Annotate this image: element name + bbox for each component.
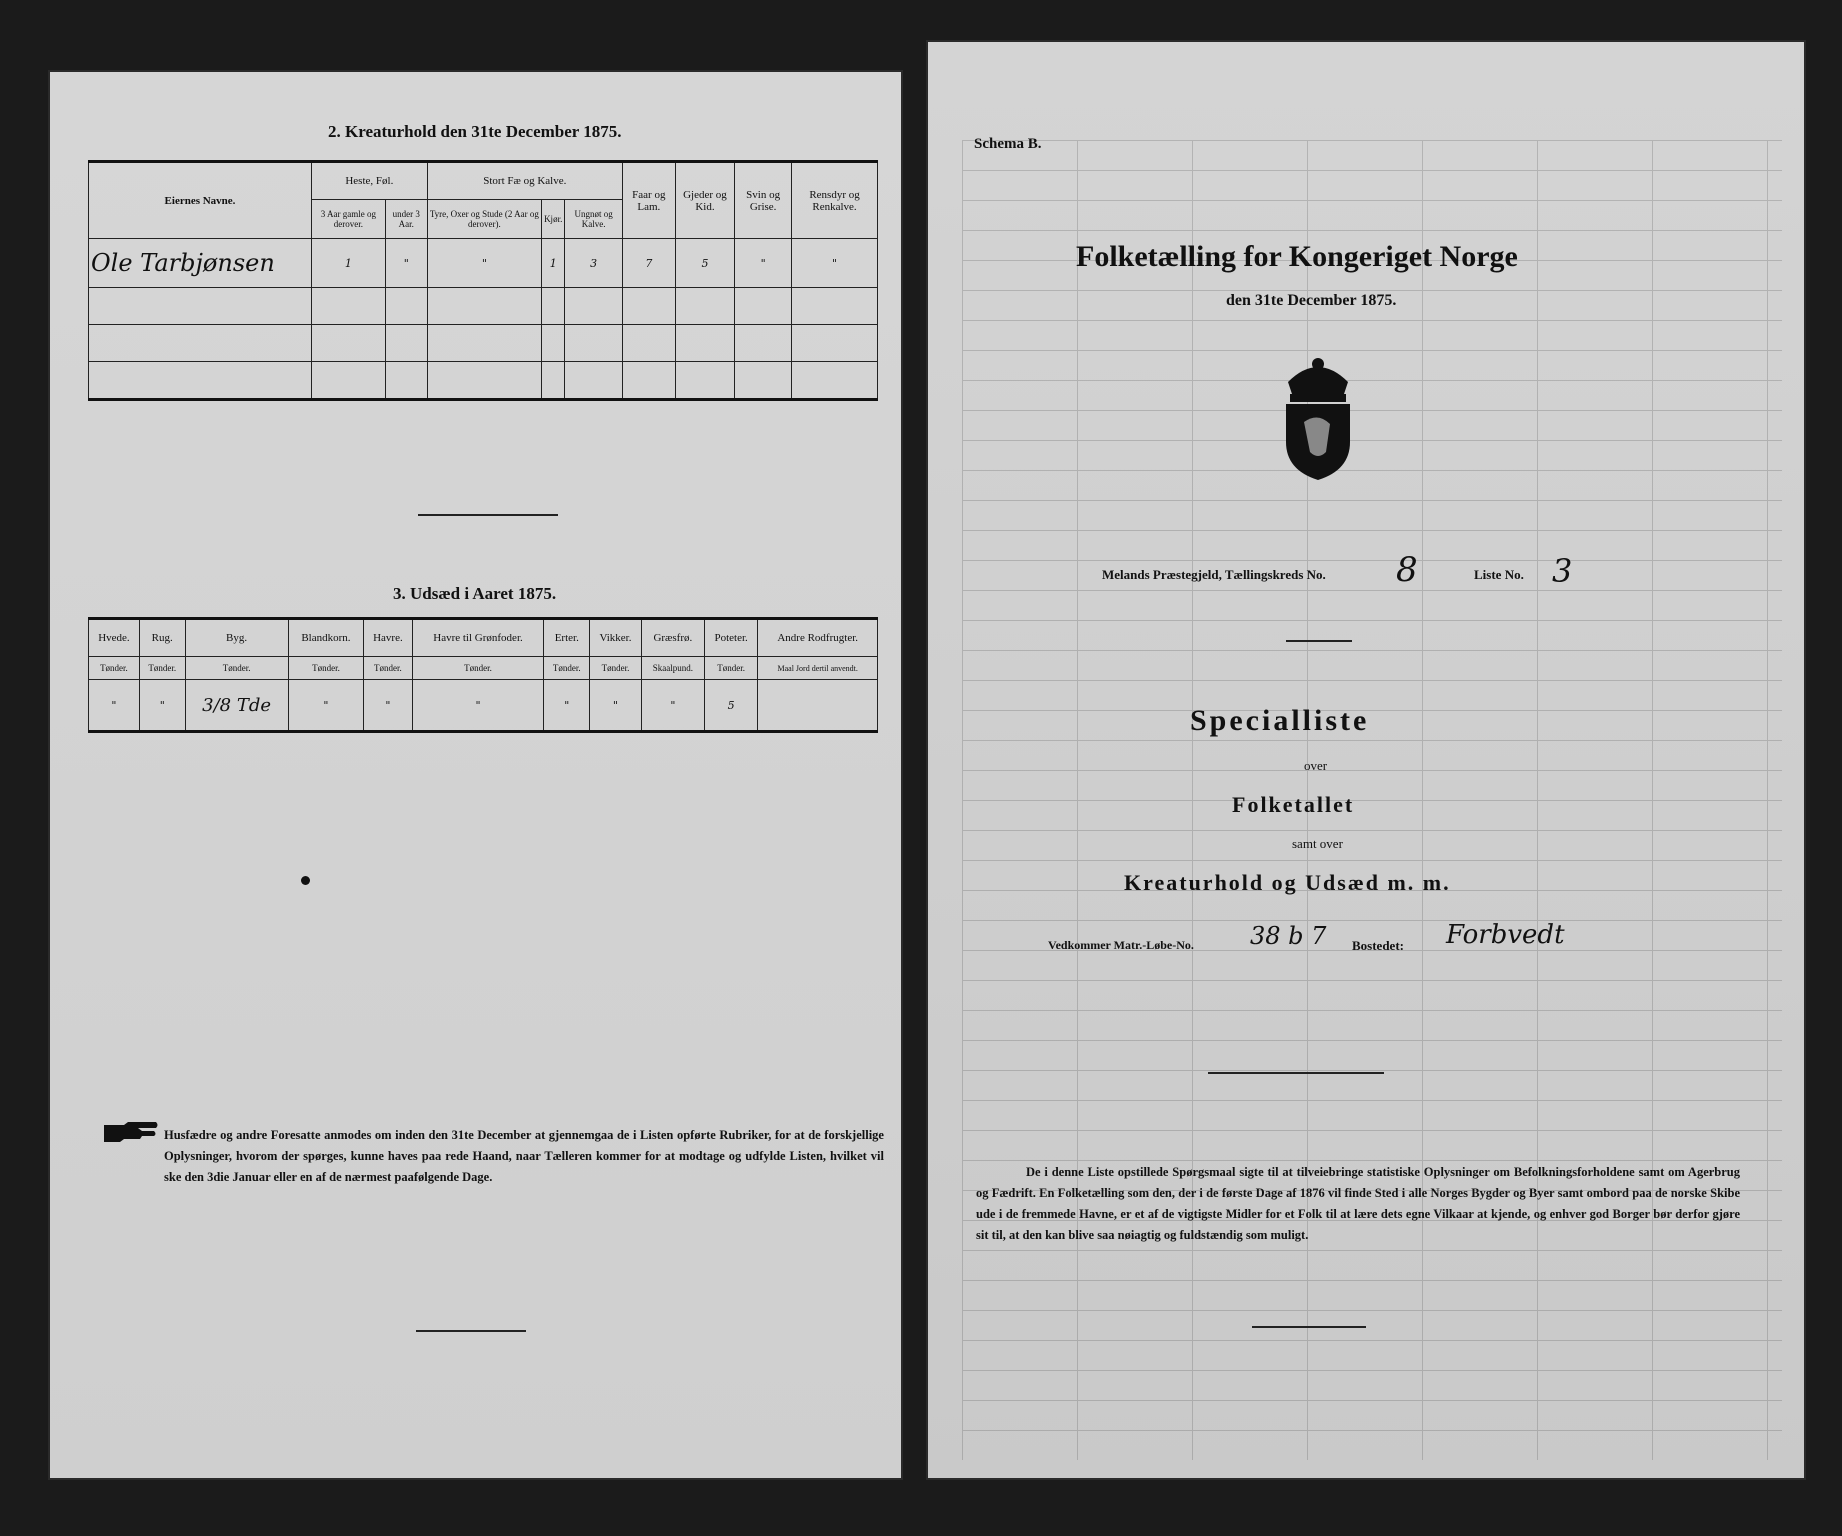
table-row: [89, 325, 878, 362]
seed-value: ": [139, 680, 185, 732]
seed-value: ": [89, 680, 140, 732]
ink-dot: [301, 876, 310, 885]
owner-name-header: Eiernes Navne.: [89, 162, 312, 239]
section3-title: 3. Udsæd i Aaret 1875.: [393, 584, 557, 603]
seed-value: ": [412, 680, 544, 732]
bulls-header: Tyre, Oxer og Stude (2 Aar og derover).: [427, 200, 541, 239]
seed-value: ": [544, 680, 590, 732]
horses-adult-header: 3 Aar gamle og derover.: [312, 200, 386, 239]
list-number: 3: [1552, 552, 1573, 590]
value-cell: ": [427, 239, 541, 288]
bleed-through-grid: [962, 140, 1782, 1460]
seed-value: ": [364, 680, 412, 732]
seed-header: Byg.: [185, 619, 288, 657]
matr-label: Vedkommer Matr.-Løbe-No.: [1048, 938, 1194, 952]
district-label: Melands Præstegjeld, Tællingskreds No.: [1102, 567, 1326, 582]
samt-over-label: samt over: [1292, 836, 1343, 851]
seed-unit: Tønder.: [185, 657, 288, 680]
value-cell: ": [792, 239, 878, 288]
calves-header: Ungnøt og Kalve.: [565, 200, 623, 239]
value-cell: 3: [565, 239, 623, 288]
section2-title: 2. Kreaturhold den 31te December 1875.: [328, 122, 622, 141]
seed-value: ": [590, 680, 642, 732]
seed-header: Erter.: [544, 619, 590, 657]
value-cell: 7: [622, 239, 675, 288]
divider: [1208, 1072, 1384, 1074]
seed-unit: Tønder.: [364, 657, 412, 680]
seed-unit: Tønder.: [288, 657, 364, 680]
seed-unit: Tønder.: [139, 657, 185, 680]
census-title: Folketælling for Kongeriget Norge: [1076, 240, 1518, 273]
seed-unit: Tønder.: [590, 657, 642, 680]
seed-header: Poteter.: [704, 619, 757, 657]
goats-header: Gjeder og Kid.: [675, 162, 735, 239]
folketallet-label: Folketallet: [1232, 792, 1355, 817]
intro-paragraph: De i denne Liste opstillede Spørgsmaal sigte til at tilveiebringe statistiske Oplysninger om Befolkningsforholdene samt om Agerbrug og Fædrift. En Folketælling som den, der i de første Dage af 1876 vil finde Sted i alle Norges Bygder og Byer samt ombord paa de norske Skibe ude i de fremmede Havne, er et af de vigtigste Midler for et Folk til at lære dets egne Vilkaar at kjende, og enhver god Borger bør derfor gjøre sit til, at den kan blive saa nøiagtig og fuldstændig som muligt.: [976, 1165, 1740, 1242]
district-number: 8: [1396, 550, 1418, 590]
divider: [1252, 1326, 1366, 1328]
horses-young-header: under 3 Aar.: [385, 200, 427, 239]
bostedet-label: Bostedet:: [1352, 938, 1404, 953]
seed-header: Havre til Grønfoder.: [412, 619, 544, 657]
seed-unit: Maal Jord dertil anvendt.: [758, 657, 878, 680]
notice-text: Husfædre og andre Foresatte anmodes om inden den 31te December at gjennemgaa de i Listen opførte Rubriker, for at de forskjellige Oplysninger, hvorom der spørges, kunne haves paa rede Haand, naar Tælleren kommer for at modtage og udfylde Listen, hvilket vil ske den 3die Januar eller en af de nærmest paafølgende Dage.: [164, 1128, 884, 1184]
seed-table: [88, 617, 878, 733]
table-row: [89, 362, 878, 400]
seed-header: Vikker.: [590, 619, 642, 657]
divider: [416, 1330, 526, 1332]
owner-name-cell: Ole Tarbjønsen: [89, 239, 312, 288]
value-cell: ": [735, 239, 792, 288]
cattle-group-header: Stort Fæ og Kalve.: [427, 162, 622, 200]
cows-header: Kjør.: [542, 200, 565, 239]
right-page: [926, 40, 1806, 1480]
matr-value: 38 b 7: [1250, 922, 1327, 950]
seed-header: Andre Rodfrugter.: [758, 619, 878, 657]
seed-unit: Tønder.: [544, 657, 590, 680]
pigs-header: Svin og Grise.: [735, 162, 792, 239]
seed-header: Havre.: [364, 619, 412, 657]
seed-unit: Skaalpund.: [641, 657, 704, 680]
seed-unit: Tønder.: [704, 657, 757, 680]
divider: [418, 514, 558, 516]
seed-unit: Tønder.: [89, 657, 140, 680]
seed-value: [758, 680, 878, 732]
value-cell: 1: [312, 239, 386, 288]
pointing-hand-icon: [102, 1120, 160, 1144]
seed-header: Blandkorn.: [288, 619, 364, 657]
value-cell: 1: [542, 239, 565, 288]
specialliste-heading: Specialliste: [1190, 704, 1370, 737]
left-page: [48, 70, 903, 1480]
over-label: over: [1304, 758, 1328, 773]
coat-of-arms-icon: [1268, 352, 1368, 482]
livestock-table: [88, 160, 878, 401]
seed-value: 3/8 Tde: [185, 680, 288, 732]
schema-label: Schema B.: [974, 136, 1042, 152]
divider: [1286, 640, 1352, 642]
seed-value: ": [641, 680, 704, 732]
seed-value: 5: [704, 680, 757, 732]
table-row: [89, 288, 878, 325]
seed-header: Rug.: [139, 619, 185, 657]
table-row: [89, 680, 878, 732]
bostedet-value: Forbvedt: [1446, 920, 1565, 950]
seed-header: Græsfrø.: [641, 619, 704, 657]
horses-group-header: Heste, Føl.: [312, 162, 428, 200]
value-cell: ": [385, 239, 427, 288]
subheading: Kreaturhold og Udsæd m. m.: [1124, 870, 1451, 895]
census-date: den 31te December 1875.: [1226, 292, 1397, 309]
seed-value: ": [288, 680, 364, 732]
sheep-header: Faar og Lam.: [622, 162, 675, 239]
value-cell: 5: [675, 239, 735, 288]
list-label: Liste No.: [1474, 567, 1524, 582]
seed-unit: Tønder.: [412, 657, 544, 680]
table-row: [89, 239, 878, 288]
reindeer-header: Rensdyr og Renkalve.: [792, 162, 878, 239]
seed-header: Hvede.: [89, 619, 140, 657]
